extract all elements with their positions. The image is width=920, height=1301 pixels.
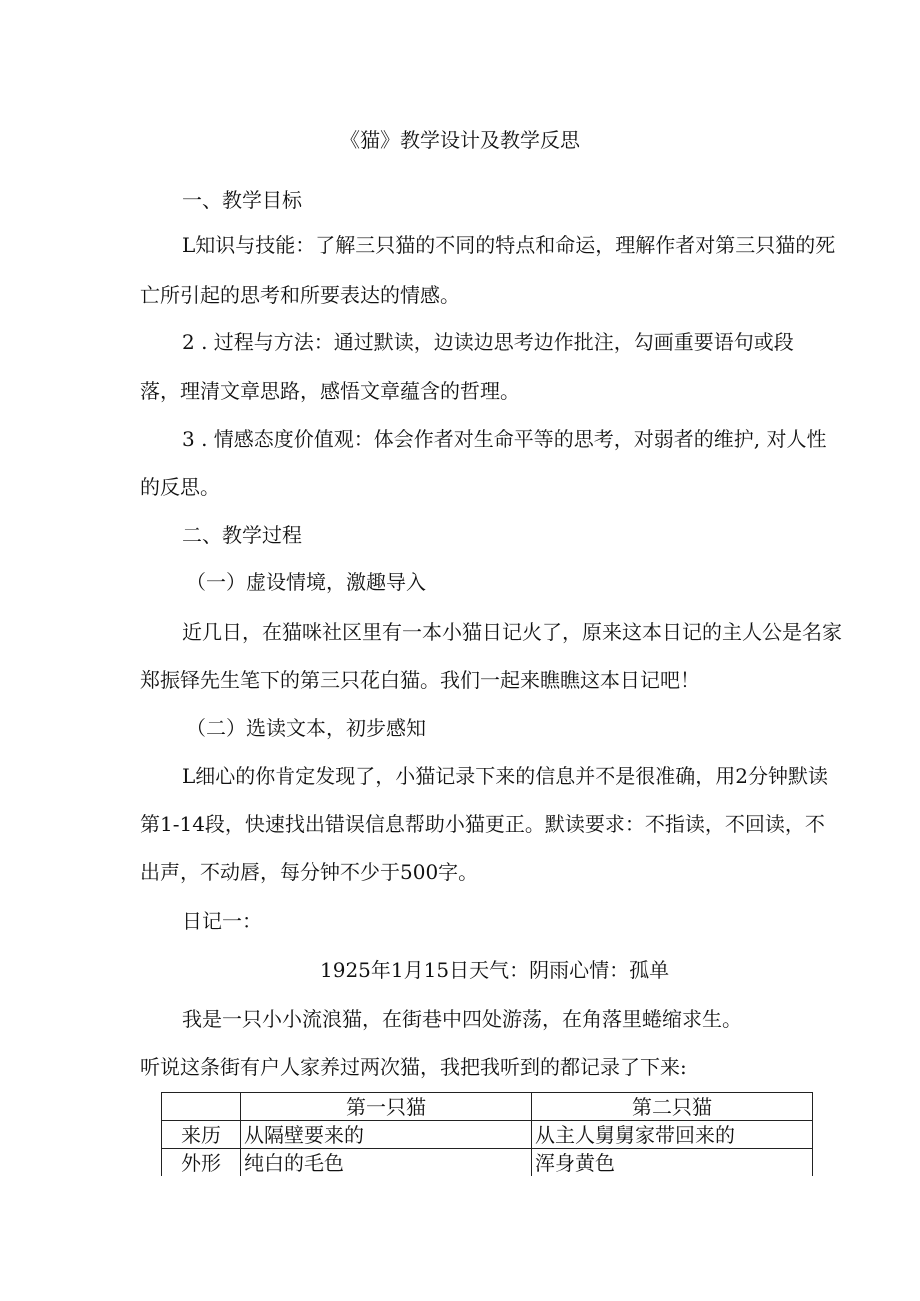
intro-paragraph-line-1: 近几日，在猫咪社区里有一本小猫日记火了，原来这本日记的主人公是名家 [182, 620, 842, 644]
diary-date-line: 1925年1月15日天气：阴雨心情：孤单 [320, 958, 670, 982]
reading-task-line-2: 第1-14段，快速找出错误信息帮助小猫更正。默读要求：不指读，不回读，不 [140, 812, 825, 836]
diary-text-line-2: 听说这条街有户人家养过两次猫，我把我听到的都记录了下来: [140, 1055, 687, 1079]
table-cell: 纯白的毛色 [241, 1149, 532, 1177]
diary-label: 日记一： [182, 909, 262, 933]
table-row-label: 来历 [162, 1121, 241, 1149]
section-heading-goals: 一、教学目标 [182, 188, 302, 212]
diary-text-line-1: 我是一只小小流浪猫，在街巷中四处游荡，在角落里蜷缩求生。 [182, 1007, 742, 1031]
section-heading-process: 二、教学过程 [182, 523, 302, 547]
subsection-heading-1: （一）虚设情境，激趣导入 [186, 570, 426, 594]
subsection-heading-2: （二）选读文本，初步感知 [186, 716, 426, 740]
goal-1-line-2: 亡所引起的思考和所要表达的情感。 [140, 283, 460, 307]
goal-3-line-2: 的反思。 [140, 475, 220, 499]
table-cell: 浑身黄色 [532, 1149, 813, 1177]
table-header-cell: 第一只猫 [241, 1093, 532, 1121]
table-row-label: 外形 [162, 1149, 241, 1177]
table-header-cell [162, 1093, 241, 1121]
goal-3-line-1: 3 . 情感态度价值观：体会作者对生命平等的思考，对弱者的维护, 对人性 [182, 427, 827, 451]
intro-paragraph-line-2: 郑振铎先生笔下的第三只花白猫。我们一起来瞧瞧这本日记吧！ [140, 668, 700, 692]
goal-1-line-1: L知识与技能：了解三只猫的不同的特点和命运，理解作者对第三只猫的死 [182, 233, 836, 257]
table-row [162, 1149, 813, 1177]
goal-2-line-1: 2 . 过程与方法：通过默读，边读边思考边作批注，勾画重要语句或段 [182, 330, 794, 354]
goal-2-line-2: 落，理清文章思路，感悟文章蕴含的哲理。 [140, 379, 520, 403]
reading-task-line-3: 出声，不动唇，每分钟不少于500字。 [140, 860, 479, 884]
table-row [162, 1121, 813, 1149]
cat-comparison-table [161, 1092, 813, 1176]
table-cell: 从主人舅舅家带回来的 [532, 1121, 813, 1149]
table-cell: 从隔壁要来的 [241, 1121, 532, 1149]
reading-task-line-1: L细心的你肯定发现了，小猫记录下来的信息并不是很准确，用2分钟默读 [182, 764, 829, 788]
table-header-row [162, 1093, 813, 1121]
table-header-cell: 第二只猫 [532, 1093, 813, 1121]
document-title: 《猫》教学设计及教学反思 [340, 128, 580, 152]
